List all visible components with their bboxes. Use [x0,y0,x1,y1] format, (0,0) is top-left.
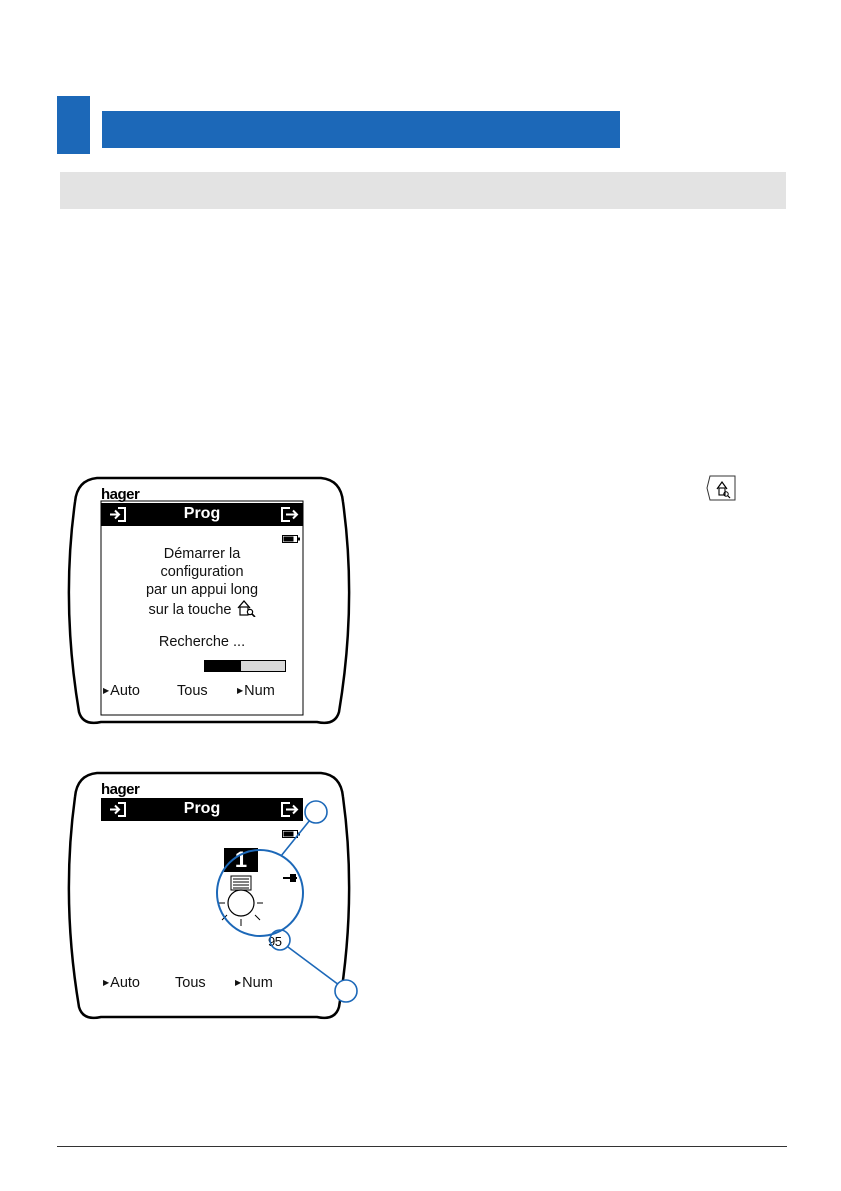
softkey-num[interactable] [237,683,275,699]
triangle-right-icon: ▶ [103,978,110,987]
softkey-tous[interactable] [177,683,208,699]
battery-icon [282,535,300,543]
brand-logo: hager [101,781,140,798]
house-search-key-icon [706,475,738,501]
triangle-right-icon: ▶ [235,978,242,987]
device-illustration-found [59,769,359,1029]
screen-title: Prog [183,505,221,522]
softkey-label: Tous [175,975,206,991]
message-line: Démarrer la [163,546,241,562]
softkey-label: Tous [177,683,208,699]
message-line: sur la touche [148,602,232,618]
triangle-right-icon: ▶ [103,686,110,695]
device-illustration-search [59,474,359,734]
softkey-num[interactable] [235,975,273,991]
brand-logo: hager [101,486,140,503]
device-screen [101,503,303,717]
search-progress-bar [204,660,286,672]
level-value: 95 [268,934,282,949]
message-line: configuration [160,564,244,580]
softkey-auto[interactable] [103,975,140,991]
triangle-right-icon: ▶ [237,686,244,695]
footer-rule [57,1146,787,1147]
device-screen [101,798,303,1012]
screen-titlebar [101,503,303,526]
channel-number: 1 [224,848,258,872]
instruction-message [101,545,303,619]
message-line: par un appui long [145,582,259,598]
search-status: Recherche ... [158,634,246,650]
progress-fill [205,661,241,671]
chapter-title-bar [102,111,620,148]
message-line-with-key [101,599,303,619]
exit-icon [280,507,299,522]
softkey-label: Num [242,975,273,991]
softkey-auto[interactable] [103,683,140,699]
softkey-tous[interactable] [175,975,206,991]
softkey-label: Num [244,683,275,699]
section-title-bar [60,172,786,209]
screen-title: Prog [183,800,221,817]
softkey-label: Auto [110,975,140,991]
chapter-tab [57,96,90,154]
house-search-key-icon [236,599,256,617]
softkey-label: Auto [110,683,140,699]
